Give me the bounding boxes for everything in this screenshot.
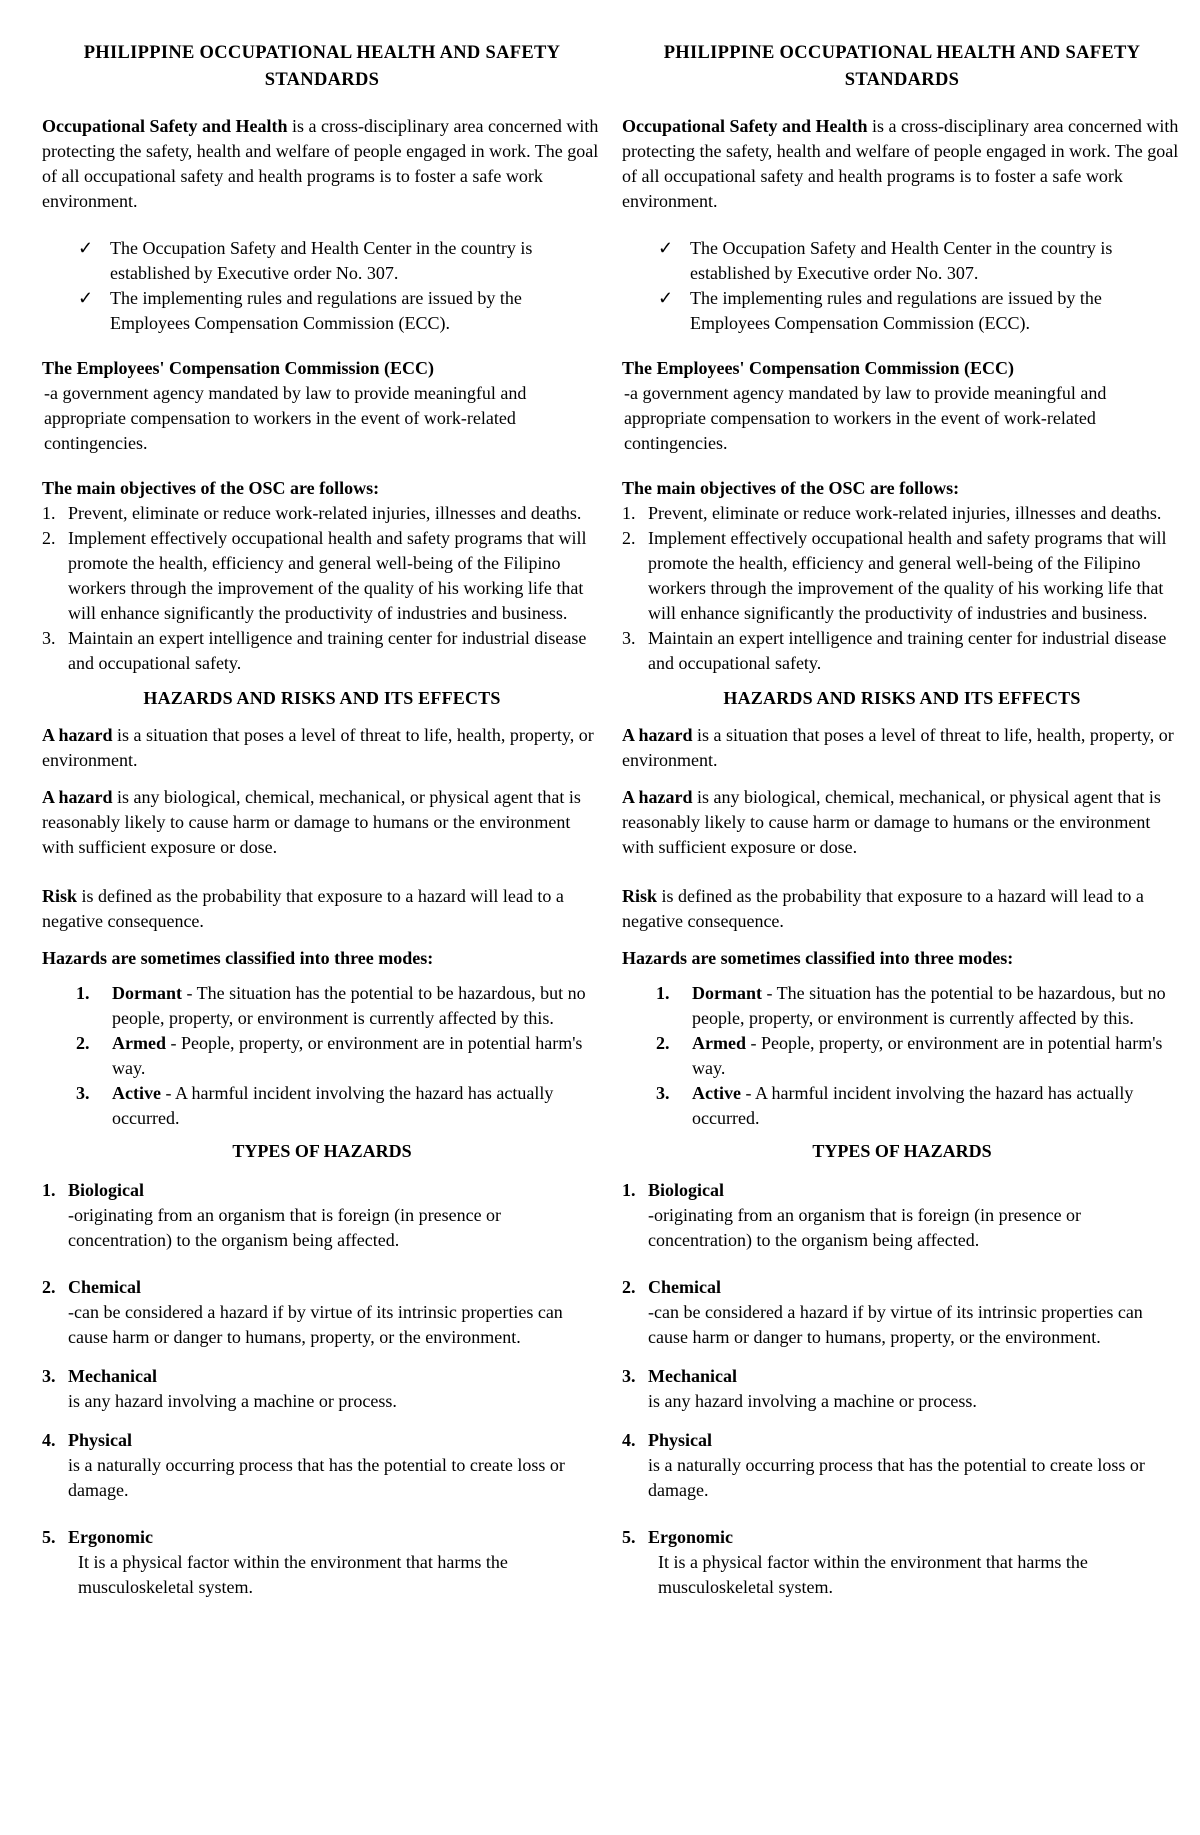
- risk-term: Risk: [42, 886, 78, 906]
- hazard-type-description: is any hazard involving a machine or process.: [648, 1391, 977, 1411]
- hazard-definition-2: [622, 785, 1182, 860]
- hazard-type-number: 1.: [42, 1180, 56, 1200]
- hazard-definition-text: is a situation that poses a level of threat to life, health, property, or environment.: [42, 725, 594, 770]
- hazard-definition-text: is a situation that poses a level of threat to life, health, property, or environment.: [622, 725, 1174, 770]
- checkmark-icon: ✓: [78, 288, 94, 308]
- checklist: [78, 236, 602, 336]
- hazard-type-name: Biological: [648, 1180, 724, 1200]
- checklist-item: [78, 286, 602, 336]
- intro-term: Occupational Safety and Health: [42, 116, 288, 136]
- objective-number: 2.: [622, 528, 636, 548]
- hazard-type-name: Chemical: [68, 1277, 141, 1297]
- hazard-type-description: is a naturally occurring process that has the potential to create loss or damage.: [648, 1455, 1145, 1500]
- hazard-type-heading: [42, 1525, 602, 1550]
- hazard-type-item: [622, 1364, 1182, 1414]
- objectives-list: [622, 501, 1182, 676]
- checklist-item-text: The Occupation Safety and Health Center in the country is established by Executive order No. 307.: [110, 238, 533, 283]
- mode-item: [76, 1031, 602, 1081]
- mode-text: - People, property, or environment are in potential harm's way.: [112, 1033, 583, 1078]
- intro-term: Occupational Safety and Health: [622, 116, 868, 136]
- right-column: [622, 40, 1182, 1600]
- hazard-type-name: Physical: [648, 1430, 713, 1450]
- objective-text: Implement effectively occupational health and safety programs that will promote the health, efficiency and general well-being of the Filipino workers through the improvement of the quality of his working life that will enhance significantly the productivity of industries and business.: [68, 528, 587, 623]
- mode-text: - A harmful incident involving the hazard has actually occurred.: [112, 1083, 554, 1128]
- checklist-item-text: The implementing rules and regulations are issued by the Employees Compensation Commission (ECC).: [690, 288, 1102, 333]
- objective-text: Prevent, eliminate or reduce work-related injuries, illnesses and deaths.: [68, 503, 582, 523]
- mode-name: Active: [112, 1083, 161, 1103]
- hazard-type-description: is any hazard involving a machine or process.: [68, 1391, 397, 1411]
- risk-term: Risk: [622, 886, 658, 906]
- hazard-type-name: Ergonomic: [68, 1527, 153, 1547]
- objective-number: 3.: [622, 628, 636, 648]
- risk-definition: [42, 884, 602, 934]
- hazard-type-item: [42, 1364, 602, 1414]
- mode-number: 3.: [656, 1083, 670, 1103]
- hazard-type-description: is a naturally occurring process that has the potential to create loss or damage.: [68, 1455, 565, 1500]
- modes-heading: Hazards are sometimes classified into three modes:: [42, 948, 434, 968]
- objective-number: 1.: [622, 503, 636, 523]
- left-column: [42, 40, 602, 1600]
- hazard-type-item: [622, 1178, 1182, 1253]
- mode-item: [76, 1081, 602, 1131]
- risk-definition-text: is defined as the probability that exposure to a hazard will lead to a negative consequence.: [42, 886, 564, 931]
- ecc-description: -a government agency mandated by law to provide meaningful and appropriate compensation to workers in the event of work-related contingencies.: [44, 383, 527, 453]
- risk-definition: [622, 884, 1182, 934]
- hazard-type-item: [42, 1428, 602, 1503]
- checklist-item: [658, 236, 1182, 286]
- checkmark-icon: ✓: [658, 288, 674, 308]
- mode-number: 3.: [76, 1083, 90, 1103]
- hazard-type-name: Mechanical: [648, 1366, 737, 1386]
- objectives-list: [42, 501, 602, 676]
- hazard-type-heading: [42, 1178, 602, 1203]
- mode-item: [76, 981, 602, 1031]
- title-line-1: PHILIPPINE OCCUPATIONAL HEALTH AND SAFETY: [83, 43, 561, 63]
- mode-item: [656, 981, 1182, 1031]
- checklist-item-text: The implementing rules and regulations are issued by the Employees Compensation Commission (ECC).: [110, 288, 522, 333]
- hazard-type-item: [622, 1428, 1182, 1503]
- hazard-type-name: Chemical: [648, 1277, 721, 1297]
- hazard-type-number: 3.: [622, 1366, 636, 1386]
- hazard-type-heading: [42, 1428, 602, 1453]
- hazard-definition-2: [42, 785, 602, 860]
- mode-text: - People, property, or environment are in potential harm's way.: [692, 1033, 1163, 1078]
- mode-text: - The situation has the potential to be hazardous, but no people, property, or environment is currently affected by this.: [112, 983, 586, 1028]
- mode-name: Dormant: [692, 983, 762, 1003]
- hazard-definition-1: [42, 723, 602, 773]
- hazard-type-name: Physical: [68, 1430, 133, 1450]
- checklist-item-text: The Occupation Safety and Health Center in the country is established by Executive order No. 307.: [690, 238, 1113, 283]
- checkmark-icon: ✓: [78, 238, 94, 258]
- hazard-definition-1: [622, 723, 1182, 773]
- page-title: [622, 40, 1182, 94]
- hazard-type-item: [42, 1525, 602, 1600]
- objective-item: [622, 501, 1182, 526]
- hazard-type-heading: [622, 1275, 1182, 1300]
- objective-number: 3.: [42, 628, 56, 648]
- title-line-1: PHILIPPINE OCCUPATIONAL HEALTH AND SAFETY: [663, 43, 1141, 63]
- hazard-definition-text: is any biological, chemical, mechanical, or physical agent that is reasonably likely to cause harm or damage to humans or the environment with sufficient exposure or dose.: [42, 787, 581, 857]
- hazard-type-item: [622, 1275, 1182, 1350]
- hazard-type-description: It is a physical factor within the environment that harms the musculoskeletal system.: [658, 1552, 1088, 1597]
- hazard-type-description: -originating from an organism that is foreign (in presence or concentration) to the organism being affected.: [68, 1205, 502, 1250]
- types-section-title: TYPES OF HAZARDS: [812, 1141, 992, 1161]
- hazard-type-item: [42, 1178, 602, 1253]
- mode-number: 1.: [76, 983, 90, 1003]
- title-line-2: STANDARDS: [844, 70, 960, 90]
- hazard-type-number: 5.: [42, 1527, 56, 1547]
- hazard-type-name: Ergonomic: [648, 1527, 733, 1547]
- hazards-section-title: HAZARDS AND RISKS AND ITS EFFECTS: [143, 688, 501, 708]
- hazard-term: A hazard: [622, 787, 693, 807]
- ecc-heading: The Employees' Compensation Commission (ECC): [622, 358, 1015, 378]
- objective-item: [622, 526, 1182, 626]
- mode-number: 1.: [656, 983, 670, 1003]
- hazard-term: A hazard: [622, 725, 693, 745]
- page-title: [42, 40, 602, 94]
- mode-item: [656, 1031, 1182, 1081]
- mode-name: Active: [692, 1083, 741, 1103]
- hazard-type-description: -can be considered a hazard if by virtue of its intrinsic properties can cause harm or danger to humans, property, or the environment.: [648, 1302, 1143, 1347]
- hazard-type-number: 4.: [42, 1430, 56, 1450]
- objective-text: Prevent, eliminate or reduce work-related injuries, illnesses and deaths.: [648, 503, 1162, 523]
- intro-text: is a cross-disciplinary area concerned with protecting the safety, health and welfare of people engaged in work. The goal of all occupational safety and health programs is to foster a safe work environment.: [622, 116, 1179, 211]
- hazard-type-heading: [622, 1178, 1182, 1203]
- modes-list: [656, 981, 1182, 1131]
- title-line-2: STANDARDS: [264, 70, 380, 90]
- hazard-type-number: 1.: [622, 1180, 636, 1200]
- mode-name: Armed: [692, 1033, 746, 1053]
- checklist: [658, 236, 1182, 336]
- hazard-type-heading: [622, 1428, 1182, 1453]
- hazard-type-description: -can be considered a hazard if by virtue of its intrinsic properties can cause harm or danger to humans, property, or the environment.: [68, 1302, 563, 1347]
- types-section-title: TYPES OF HAZARDS: [232, 1141, 412, 1161]
- hazard-type-description: -originating from an organism that is foreign (in presence or concentration) to the organism being affected.: [648, 1205, 1082, 1250]
- checkmark-icon: ✓: [658, 238, 674, 258]
- hazard-term: A hazard: [42, 787, 113, 807]
- ecc-description: -a government agency mandated by law to provide meaningful and appropriate compensation to workers in the event of work-related contingencies.: [624, 383, 1107, 453]
- objective-number: 2.: [42, 528, 56, 548]
- objective-text: Maintain an expert intelligence and training center for industrial disease and occupational safety.: [648, 628, 1167, 673]
- risk-definition-text: is defined as the probability that exposure to a hazard will lead to a negative consequence.: [622, 886, 1144, 931]
- hazard-type-number: 2.: [622, 1277, 636, 1297]
- objective-text: Implement effectively occupational health and safety programs that will promote the health, efficiency and general well-being of the Filipino workers through the improvement of the quality of his working life that will enhance significantly the productivity of industries and business.: [648, 528, 1167, 623]
- hazard-type-number: 4.: [622, 1430, 636, 1450]
- hazard-type-heading: [622, 1525, 1182, 1550]
- objective-item: [42, 626, 602, 676]
- hazard-type-number: 5.: [622, 1527, 636, 1547]
- hazard-term: A hazard: [42, 725, 113, 745]
- mode-number: 2.: [76, 1033, 90, 1053]
- intro-text: is a cross-disciplinary area concerned with protecting the safety, health and welfare of people engaged in work. The goal of all occupational safety and health programs is to foster a safe work environment.: [42, 116, 599, 211]
- checklist-item: [78, 236, 602, 286]
- hazard-type-heading: [622, 1364, 1182, 1389]
- hazard-type-heading: [42, 1364, 602, 1389]
- intro-paragraph: [42, 114, 602, 214]
- hazard-type-number: 3.: [42, 1366, 56, 1386]
- hazard-type-name: Mechanical: [68, 1366, 157, 1386]
- objective-item: [42, 526, 602, 626]
- mode-name: Dormant: [112, 983, 182, 1003]
- modes-heading: Hazards are sometimes classified into three modes:: [622, 948, 1014, 968]
- objective-text: Maintain an expert intelligence and training center for industrial disease and occupational safety.: [68, 628, 587, 673]
- intro-paragraph: [622, 114, 1182, 214]
- mode-text: - A harmful incident involving the hazard has actually occurred.: [692, 1083, 1134, 1128]
- hazard-type-number: 2.: [42, 1277, 56, 1297]
- modes-list: [76, 981, 602, 1131]
- hazard-type-item: [622, 1525, 1182, 1600]
- mode-number: 2.: [656, 1033, 670, 1053]
- hazard-type-name: Biological: [68, 1180, 144, 1200]
- checklist-item: [658, 286, 1182, 336]
- hazard-type-item: [42, 1275, 602, 1350]
- objectives-heading: The main objectives of the OSC are follows:: [42, 478, 380, 498]
- hazards-section-title: HAZARDS AND RISKS AND ITS EFFECTS: [723, 688, 1081, 708]
- objectives-heading: The main objectives of the OSC are follows:: [622, 478, 960, 498]
- mode-name: Armed: [112, 1033, 166, 1053]
- objective-item: [622, 626, 1182, 676]
- hazard-type-heading: [42, 1275, 602, 1300]
- mode-item: [656, 1081, 1182, 1131]
- hazard-definition-text: is any biological, chemical, mechanical, or physical agent that is reasonably likely to cause harm or damage to humans or the environment with sufficient exposure or dose.: [622, 787, 1161, 857]
- objective-item: [42, 501, 602, 526]
- ecc-heading: The Employees' Compensation Commission (ECC): [42, 358, 435, 378]
- objective-number: 1.: [42, 503, 56, 523]
- mode-text: - The situation has the potential to be hazardous, but no people, property, or environment is currently affected by this.: [692, 983, 1166, 1028]
- hazard-type-description: It is a physical factor within the environment that harms the musculoskeletal system.: [78, 1552, 508, 1597]
